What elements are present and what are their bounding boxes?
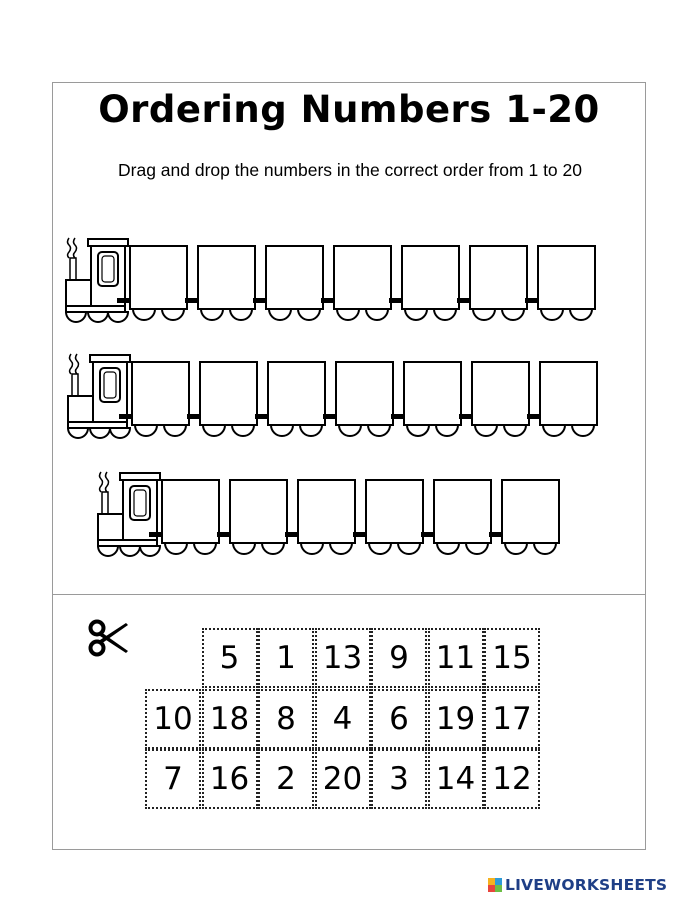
wheel	[140, 546, 160, 556]
train-car-drop-slot[interactable]	[230, 480, 287, 543]
engine-window	[100, 368, 120, 402]
wheel	[88, 312, 108, 322]
scissors-icon	[86, 618, 130, 658]
number-tile[interactable]: 16	[202, 749, 258, 809]
wheel	[570, 309, 592, 320]
wheel	[68, 428, 88, 438]
wheel	[233, 543, 255, 554]
train-car-drop-slot[interactable]	[434, 480, 491, 543]
wheel	[90, 428, 110, 438]
cut-line-divider	[52, 594, 646, 595]
wheel	[300, 425, 322, 436]
number-tile[interactable]: 20	[315, 749, 371, 809]
wheel	[271, 425, 293, 436]
wheel	[572, 425, 594, 436]
wheel	[110, 428, 130, 438]
number-tile[interactable]: 12	[484, 749, 540, 809]
engine-roof	[88, 239, 128, 246]
wheel	[133, 309, 155, 320]
engine-boiler	[66, 280, 92, 308]
engine-window	[130, 486, 150, 520]
train-car-drop-slot[interactable]	[402, 246, 459, 309]
engine-boiler	[98, 514, 124, 542]
wheel	[330, 543, 352, 554]
smoke-icon	[106, 472, 109, 492]
wheel	[339, 425, 361, 436]
wheel	[475, 425, 497, 436]
train-car-drop-slot[interactable]	[538, 246, 595, 309]
wheel	[543, 425, 565, 436]
wheel	[164, 425, 186, 436]
train-car-drop-slot[interactable]	[470, 246, 527, 309]
liveworksheets-logo	[488, 876, 667, 894]
wheel	[368, 425, 390, 436]
engine-window	[98, 252, 118, 286]
wheel	[298, 309, 320, 320]
wheel	[466, 543, 488, 554]
train-car-drop-slot[interactable]	[366, 480, 423, 543]
number-tile[interactable]: 11	[428, 628, 484, 688]
instructions-text: Drag and drop the numbers in the correct order from 1 to 20	[118, 160, 582, 180]
number-tile[interactable]: 1	[258, 628, 314, 688]
wheel	[108, 312, 128, 322]
number-tile[interactable]: 3	[371, 749, 427, 809]
wheel	[436, 425, 458, 436]
wheel	[541, 309, 563, 320]
train-car-drop-slot[interactable]	[130, 246, 187, 309]
wheel	[437, 543, 459, 554]
train-car-drop-slot[interactable]	[334, 246, 391, 309]
smoke-icon	[68, 238, 71, 258]
wheel	[98, 546, 118, 556]
train-car-drop-slot[interactable]	[540, 362, 597, 425]
number-tile[interactable]: 18	[202, 689, 258, 749]
number-tile[interactable]: 7	[145, 749, 201, 809]
wheel	[194, 543, 216, 554]
number-tile[interactable]: 15	[484, 628, 540, 688]
wheel	[534, 543, 556, 554]
wheel	[407, 425, 429, 436]
wheel	[135, 425, 157, 436]
train-engine	[66, 238, 128, 322]
wheel	[504, 425, 526, 436]
train-row-1	[60, 236, 608, 330]
wheel	[301, 543, 323, 554]
number-tile[interactable]: 19	[428, 689, 484, 749]
wheel	[434, 309, 456, 320]
brand-text: LIVEWORKSHEETS	[505, 876, 668, 894]
smoke-icon	[100, 472, 103, 492]
number-tile[interactable]: 17	[484, 689, 540, 749]
wheel	[502, 309, 524, 320]
train-car-drop-slot[interactable]	[162, 480, 219, 543]
wheel	[165, 543, 187, 554]
train-row-2	[62, 352, 610, 446]
wheel	[405, 309, 427, 320]
wheel	[398, 543, 420, 554]
wheel	[262, 543, 284, 554]
engine-roof	[90, 355, 130, 362]
train-car-drop-slot[interactable]	[132, 362, 189, 425]
train-car-drop-slot[interactable]	[200, 362, 257, 425]
wheel	[366, 309, 388, 320]
number-tile[interactable]: 6	[371, 689, 427, 749]
wheel	[473, 309, 495, 320]
train-car-drop-slot[interactable]	[198, 246, 255, 309]
number-tile[interactable]: 10	[145, 689, 201, 749]
number-tile[interactable]: 8	[258, 689, 314, 749]
train-engine	[98, 472, 160, 556]
train-car-drop-slot[interactable]	[404, 362, 461, 425]
train-car-drop-slot[interactable]	[502, 480, 559, 543]
engine-boiler	[68, 396, 94, 424]
number-tile[interactable]: 14	[428, 749, 484, 809]
train-car-drop-slot[interactable]	[268, 362, 325, 425]
wheel	[337, 309, 359, 320]
train-engine	[68, 354, 130, 438]
train-car-drop-slot[interactable]	[472, 362, 529, 425]
wheel	[203, 425, 225, 436]
worksheet-title: Ordering Numbers 1-20	[98, 88, 600, 131]
number-tile[interactable]: 13	[315, 628, 371, 688]
number-tile[interactable]: 4	[315, 689, 371, 749]
smoke-icon	[76, 354, 79, 374]
wheel	[162, 309, 184, 320]
engine-roof	[120, 473, 160, 480]
train-row-3	[92, 470, 572, 564]
liveworksheets-logo-icon	[488, 878, 502, 892]
wheel	[269, 309, 291, 320]
wheel	[232, 425, 254, 436]
train-car-drop-slot[interactable]	[266, 246, 323, 309]
wheel	[369, 543, 391, 554]
train-car-drop-slot[interactable]	[336, 362, 393, 425]
smoke-icon	[70, 354, 73, 374]
wheel	[120, 546, 140, 556]
wheel	[505, 543, 527, 554]
smoke-icon	[74, 238, 77, 258]
wheel	[201, 309, 223, 320]
number-tile[interactable]: 2	[258, 749, 314, 809]
number-tile[interactable]: 5	[202, 628, 258, 688]
wheel	[66, 312, 86, 322]
wheel	[230, 309, 252, 320]
train-car-drop-slot[interactable]	[298, 480, 355, 543]
number-tile[interactable]: 9	[371, 628, 427, 688]
